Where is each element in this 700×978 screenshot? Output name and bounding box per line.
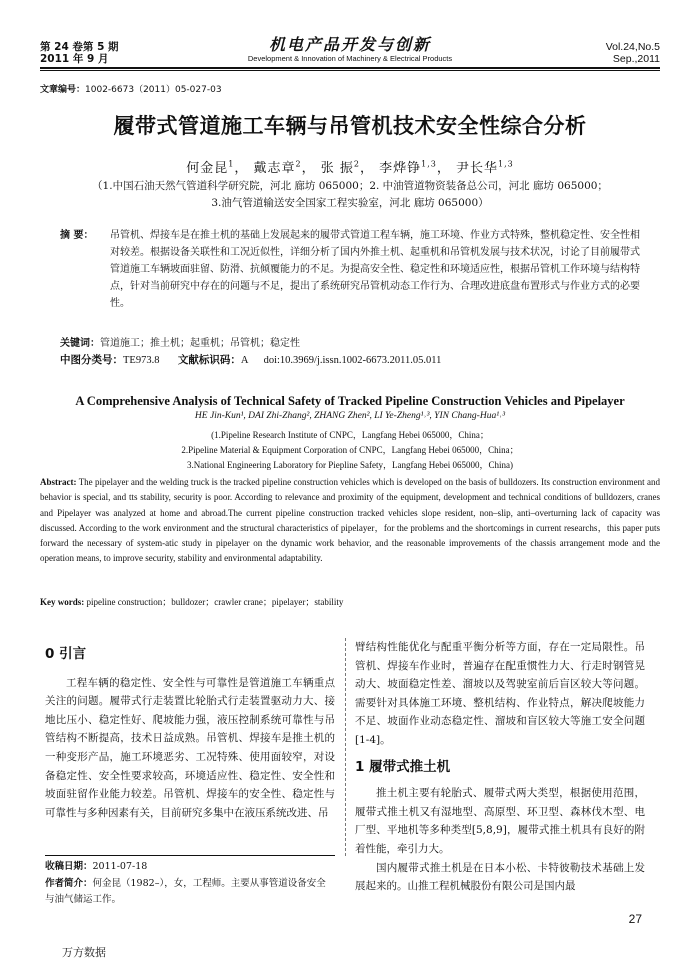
classification-line: [60, 352, 640, 369]
header-rule-thin: [40, 70, 660, 71]
header-volume-en: Vol.24,No.5: [605, 41, 660, 53]
author-list-cn: 何金昆$^1$， 戴志章$^2$， 张 振$^2$， 李烨铮$^{1,3}$， 尹长华$^{1,3}$: [186, 159, 514, 176]
abstract-cn: [60, 227, 640, 312]
header-volume-cn: 第 24 卷第 5 期: [40, 41, 119, 53]
author: 张 振$^2$: [320, 159, 360, 176]
header-issue: [606, 41, 660, 65]
received-label: 收稿日期：: [45, 861, 93, 872]
clc-label: 中图分类号：: [60, 354, 123, 366]
keywords-en: [40, 595, 343, 608]
column-divider: [345, 638, 346, 856]
body-paragraph: 工程车辆的稳定性、安全性与可靠性是管道施工车辆重点关注的问题。履带式行走装置比轮胎式行走装置驱动力大、接地比压小、稳定性好、爬坡能力强，液压控制系统可靠性与吊管结构不断提高，技术日益成熟。吊管机、焊接车是推土机的一种变形产品，施工环境恶劣、工况特殊、使用面较窄，对设备稳定性、安全性要求较高，环境适应性、稳定性、安全性和坡面驻留作业能力较差。吊管机、焊接车的安全性、稳定性与可靠性与多种因素有关，目前研究多集中在液压系统改进、吊: [45, 676, 335, 819]
affiliation-en-line: (1.Pipeline Research Institute of CNPC，Langfang Hebei 065000，China；: [211, 430, 489, 440]
doi: doi:10.3969/j.issn.1002-6673.2011.05.011: [263, 355, 442, 366]
keywords-cn-label: 关键词：: [60, 338, 100, 349]
footnote-received: [45, 859, 335, 875]
received-date: 2011-07-18: [92, 861, 148, 872]
watermark: 万方数据: [62, 946, 106, 959]
header-date-en: Sep.,2011: [612, 53, 660, 65]
abstract-en: [40, 475, 660, 567]
section-heading-intro: 0 引言: [45, 646, 87, 662]
footnote-author-bio: [45, 876, 335, 908]
article-number-label: 文章编号：: [40, 85, 86, 95]
paper-title-cn: 履带式管道施工车辆与吊管机技术安全性综合分析: [113, 114, 587, 138]
header-date-cn: 2011 年 9 月: [40, 53, 109, 65]
keywords-en-text: pipeline construction；bulldozer；crawler crane；pipelayer；stability: [86, 597, 344, 607]
body-paragraph: 推土机主要有轮胎式、履带式两大类型，根据使用范围，履带式推土机又有湿地型、高原型、环卫型、森林伐木型、电厂型、平地机等多种类型[5,8,9]，履带式推土机具有良好的附着性能，牵引力大。: [355, 787, 645, 855]
journal-title-cn: 机电产品开发与创新: [268, 35, 431, 54]
abstract-cn-label: 摘 要：: [60, 230, 94, 241]
keywords-cn-text: 管道施工；推土机；起重机；吊管机；稳定性: [100, 338, 300, 349]
author-list-en: HE Jin-Kun¹, DAI Zhi-Zhang², ZHANG Zhen², LI Ye-Zheng¹˒³, YIN Chang-Hua¹˒³: [194, 411, 506, 421]
abstract-en-label: Abstract:: [40, 477, 77, 487]
body-paragraph: 国内履带式推土机是在日本小松、卡特彼勒技术基础上发展起来的。山推工程机械股份有限公司是国内最: [355, 861, 645, 893]
header-rule-thick: [40, 67, 660, 69]
abstract-en-text: The pipelayer and the welding truck is the tracked pipeline construction vehicles which is developed on the basis of bulldozers. Its construction environment and behavior is special, and tts stability, security is poor. According to relevance and proximity of the equipment, development and technical conditions of bulldozers, cranes and Pipelayer was analyzed at home and abroad.The current pipeline construction tracked vehicles slope resident, non–slip, anti–overturning lack of capacity was discussed. According to the work environment and the structural characteristics of pipelayer，for the problems and the shortcomings in current researchs，this paper puts forward the necessary of system-atic study in pipelayer on the dynamic work behavior, and the reasonable improvements of the chassis arrangement mode and the operation means, to improve security, stability and environmental adaptability.: [40, 477, 660, 564]
doc-code-label: 文献标识码：: [177, 354, 241, 366]
body-right-column: [355, 638, 645, 896]
clc-value: TE973.8: [123, 355, 160, 366]
header-volume: [40, 41, 119, 65]
author: 何金昆$^1$: [186, 159, 235, 176]
body-left-column: [45, 645, 335, 822]
body-paragraph: 臂结构性能优化与配重平衡分析等方面，存在一定局限性。吊管机、焊接车作业时，普遍存在配重惯性力大、行走时钢管晃动大、坡面稳定性差、溜坡以及驾驶室前后盲区较大等问题。需要针对具体施工环境、整机结构、作业特点，解决爬坡能力不足、坡面作业动态稳定性、溜坡和盲区较大等施工安全问题[1-4]。: [355, 641, 645, 746]
affiliation-en-line: 3.National Engineering Laboratory for Piepline Safety，Langfang Hebei 065000，China): [187, 460, 513, 470]
section-heading-bulldozer: 1 履带式推土机: [355, 758, 451, 775]
article-number: [40, 82, 222, 95]
affiliation-cn-line: 3.油气管道输送安全国家工程实验室，河北 廊坊 065000）: [211, 197, 489, 209]
article-number-value: 1002-6673（2011）05-027-03: [85, 85, 222, 95]
keywords-cn: [60, 335, 640, 352]
doc-code-value: A: [240, 355, 248, 366]
author: 李烨铮$^{1,3}$: [379, 159, 437, 176]
keywords-en-label: Key words:: [40, 597, 85, 607]
affiliation-en-line: 2.Pipeline Material & Equipment Corporation of CNPC，Langfang Hebei 065000，China；: [181, 445, 519, 455]
abstract-cn-text: 吊管机、焊接车是在推土机的基础上发展起来的履带式管道工程车辆，施工环境、作业方式特殊，整机稳定性、安全性相对较差。根据设备关联性和工况近似性，详细分析了国内外推土机、起重机和吊管机发展与技术状况，讨论了目前履带式管道施工车辆坡面驻留、防滑、抗倾覆能力的不足。为提高安全性、稳定性和环境适应性，根据吊管机工作环境与结构特点，针对当前研究中存在的问题与不足，提出了系统研究吊管机动态工作行为、合理改进底盘布置形式与作业方式的必要性。: [110, 230, 640, 309]
journal-masthead: [200, 36, 500, 64]
paper-title-en: A Comprehensive Analysis of Technical Safety of Tracked Pipeline Construction Vehicles and Pipelayer: [75, 394, 625, 408]
author: 戴志章$^2$: [253, 159, 302, 176]
affiliation-cn-line: （1.中国石油天然气管道科学研究院，河北 廊坊 065000；2. 中油管道物资装备总公司，河北 廊坊 065000；: [92, 180, 608, 192]
journal-title-en: Development & Innovation of Machinery & Electrical Products: [247, 54, 453, 63]
author: 尹长华$^{1,3}$: [456, 159, 514, 176]
footnote-rule: [45, 855, 335, 856]
page-number: 27: [628, 912, 642, 926]
bio-text: 何金昆（1982–），女，工程师。主要从事管道设备安全与油气储运工作。: [45, 878, 326, 905]
bio-label: 作者简介：: [45, 878, 93, 889]
